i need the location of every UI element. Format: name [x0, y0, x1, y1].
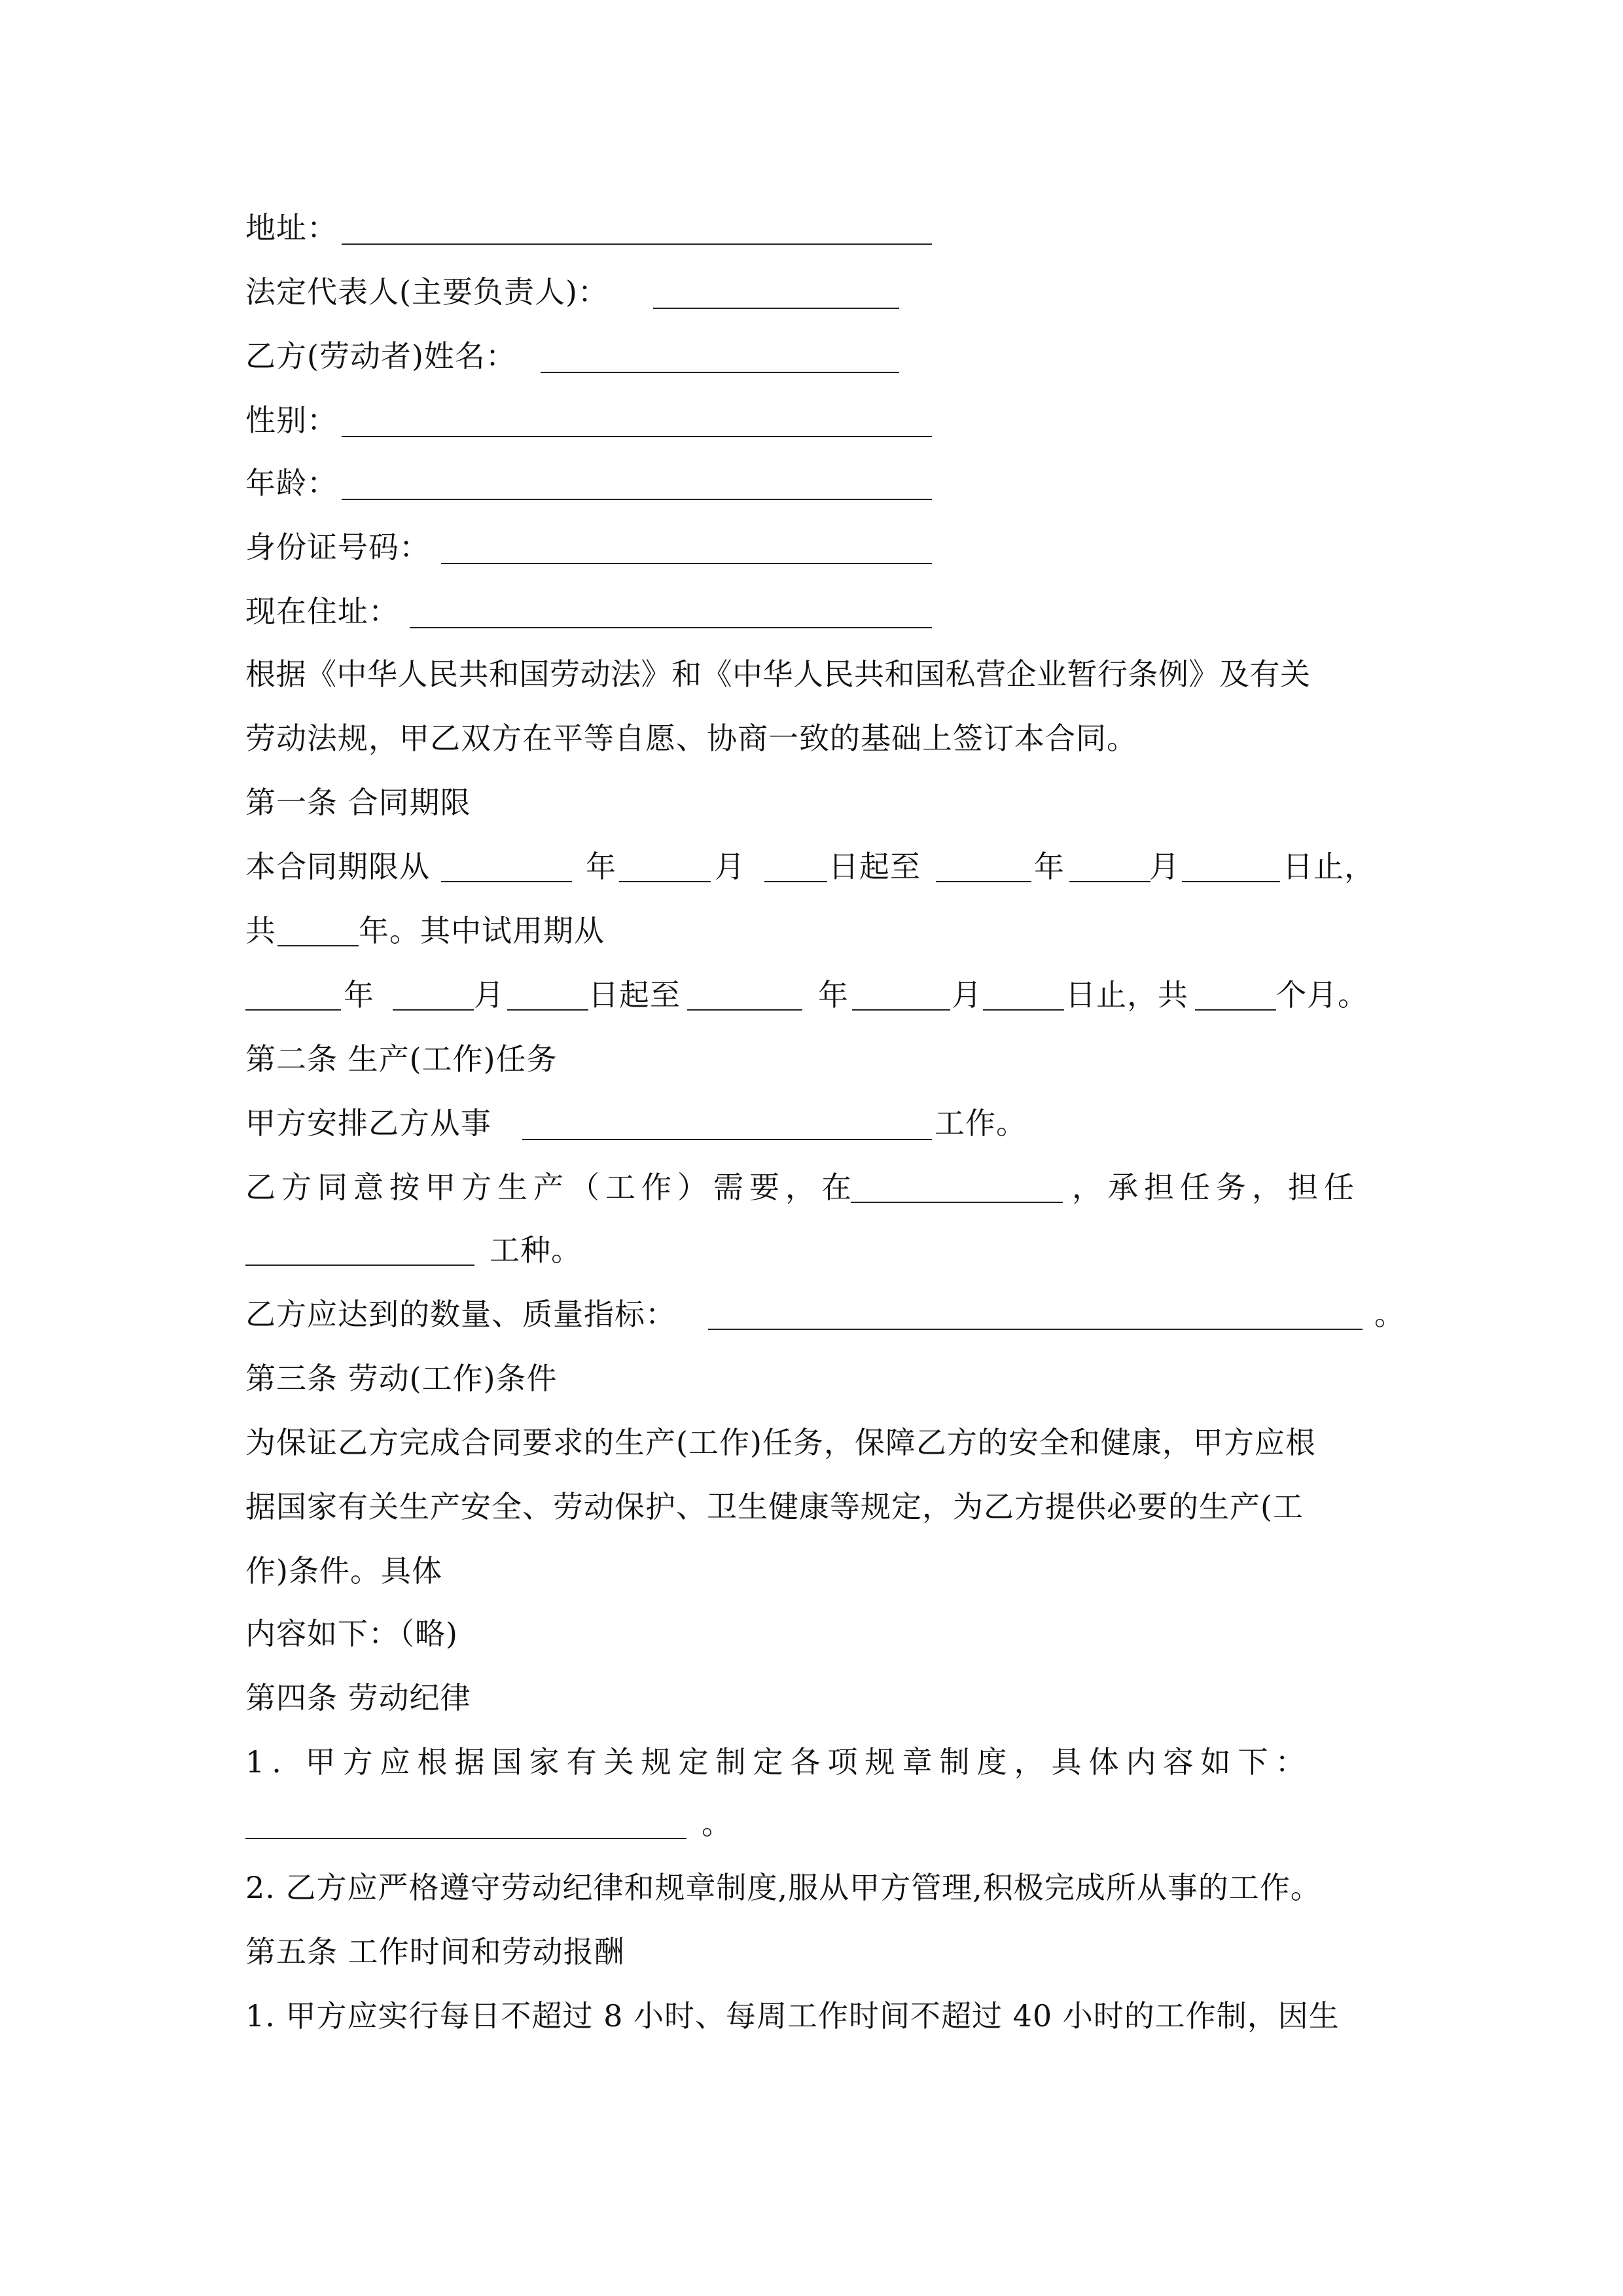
quota-end: 。: [1374, 1297, 1405, 1332]
rules-content-end: 。: [702, 1806, 732, 1841]
assign-work-blank[interactable]: [522, 1139, 932, 1140]
probation-month2-label: 月: [952, 977, 982, 1013]
probation-month-label: 月: [474, 977, 505, 1013]
term-start-month-blank[interactable]: [619, 881, 711, 882]
address-blank[interactable]: [342, 243, 932, 245]
assign-work-tail: 工作。: [935, 1105, 1027, 1141]
term-total-label: 共: [245, 913, 276, 948]
probation-day-until-label: 日止，共: [1065, 977, 1188, 1013]
legal-rep-blank[interactable]: [653, 308, 899, 309]
term-day-until-label: 日止，: [1283, 849, 1375, 884]
probation-end-day-blank[interactable]: [983, 1009, 1064, 1011]
age-blank[interactable]: [342, 499, 932, 500]
gender-label: 性别：: [245, 403, 338, 438]
term-start-year-blank[interactable]: [441, 881, 572, 882]
term-end-month-blank[interactable]: [1069, 881, 1150, 882]
current-address-label: 现在住址：: [245, 594, 399, 629]
id-number-label: 身份证号码：: [245, 529, 430, 565]
gender-blank[interactable]: [342, 436, 932, 437]
probation-end-month-blank[interactable]: [852, 1009, 950, 1011]
term-month-label: 月: [715, 849, 745, 884]
assign-work-label: 甲方安排乙方从事: [245, 1105, 491, 1141]
agree-location-label: 乙方同意按甲方生产（工作）需要，在: [245, 1170, 857, 1205]
article3-line-3: 作)条件。具体: [245, 1553, 442, 1588]
quota-blank[interactable]: [708, 1329, 1363, 1330]
probation-start-month-blank[interactable]: [393, 1009, 474, 1011]
article3-line-1: 为保证乙方完成合同要求的生产(工作)任务，保障乙方的安全和健康，甲方应根: [245, 1425, 1316, 1460]
article4-item-2: 2. 乙方应严格遵守劳动纪律和规章制度,服从甲方管理,积极完成所从事的工作。: [245, 1870, 1321, 1905]
rules-content-blank[interactable]: [245, 1838, 687, 1839]
article1-title: 第一条 合同期限: [245, 785, 471, 820]
term-start-label: 本合同期限从: [245, 849, 430, 884]
worker-name-blank[interactable]: [541, 372, 899, 373]
article4-item-1: 1. 甲方应根据国家有关规定制定各项规章制度，具体内容如下：: [245, 1744, 1313, 1780]
current-address-blank[interactable]: [410, 627, 932, 628]
article5-item-1: 1. 甲方应实行每日不超过 8 小时、每周工作时间不超过 40 小时的工作制，因生: [245, 1998, 1340, 2034]
legal-rep-label: 法定代表人(主要负责人)：: [245, 274, 609, 310]
article3-title: 第三条 劳动(工作)条件: [245, 1361, 558, 1396]
term-year2-label: 年: [1034, 849, 1065, 884]
worker-name-label: 乙方(劳动者)姓名：: [245, 338, 516, 374]
probation-months-blank[interactable]: [1195, 1009, 1276, 1011]
article5-title: 第五条 工作时间和劳动报酬: [245, 1934, 625, 1969]
article3-line-4: 内容如下：（略): [245, 1616, 458, 1651]
address-label: 地址：: [245, 210, 338, 245]
quota-label: 乙方应达到的数量、质量指标：: [245, 1297, 676, 1332]
agree-location-blank[interactable]: [851, 1202, 1063, 1203]
probation-start-year-blank[interactable]: [245, 1009, 341, 1011]
probation-day-from-label: 日起至: [588, 977, 681, 1013]
probation-intro: 年。其中试用期从: [359, 913, 605, 948]
article2-title: 第二条 生产(工作)任务: [245, 1041, 558, 1077]
probation-year-label: 年: [344, 977, 374, 1013]
probation-end-year-blank[interactable]: [687, 1009, 802, 1011]
id-number-blank[interactable]: [441, 563, 932, 564]
intro-line-2: 劳动法规，甲乙双方在平等自愿、协商一致的基础上签订本合同。: [245, 721, 1137, 756]
probation-start-day-blank[interactable]: [507, 1009, 588, 1011]
term-year-label: 年: [586, 849, 616, 884]
probation-year2-label: 年: [818, 977, 849, 1013]
article4-title: 第四条 劳动纪律: [245, 1680, 471, 1715]
term-month2-label: 月: [1149, 849, 1180, 884]
job-type-label: 工种。: [490, 1232, 582, 1268]
intro-line-1: 根据《中华人民共和国劳动法》和《中华人民共和国私营企业暂行条例》及有关: [245, 656, 1311, 692]
probation-months-label: 个月。: [1276, 977, 1368, 1013]
agree-location-tail: ，承担任务，担任: [1072, 1170, 1360, 1205]
age-label: 年龄：: [245, 465, 338, 501]
article3-line-2: 据国家有关生产安全、劳动保护、卫生健康等规定，为乙方提供必要的生产(工: [245, 1489, 1304, 1524]
term-day-from-label: 日起至: [829, 849, 921, 884]
term-total-years-blank[interactable]: [277, 945, 359, 946]
term-end-year-blank[interactable]: [936, 881, 1031, 882]
term-end-day-blank[interactable]: [1182, 881, 1280, 882]
term-start-day-blank[interactable]: [764, 881, 827, 882]
job-type-blank[interactable]: [245, 1265, 474, 1266]
